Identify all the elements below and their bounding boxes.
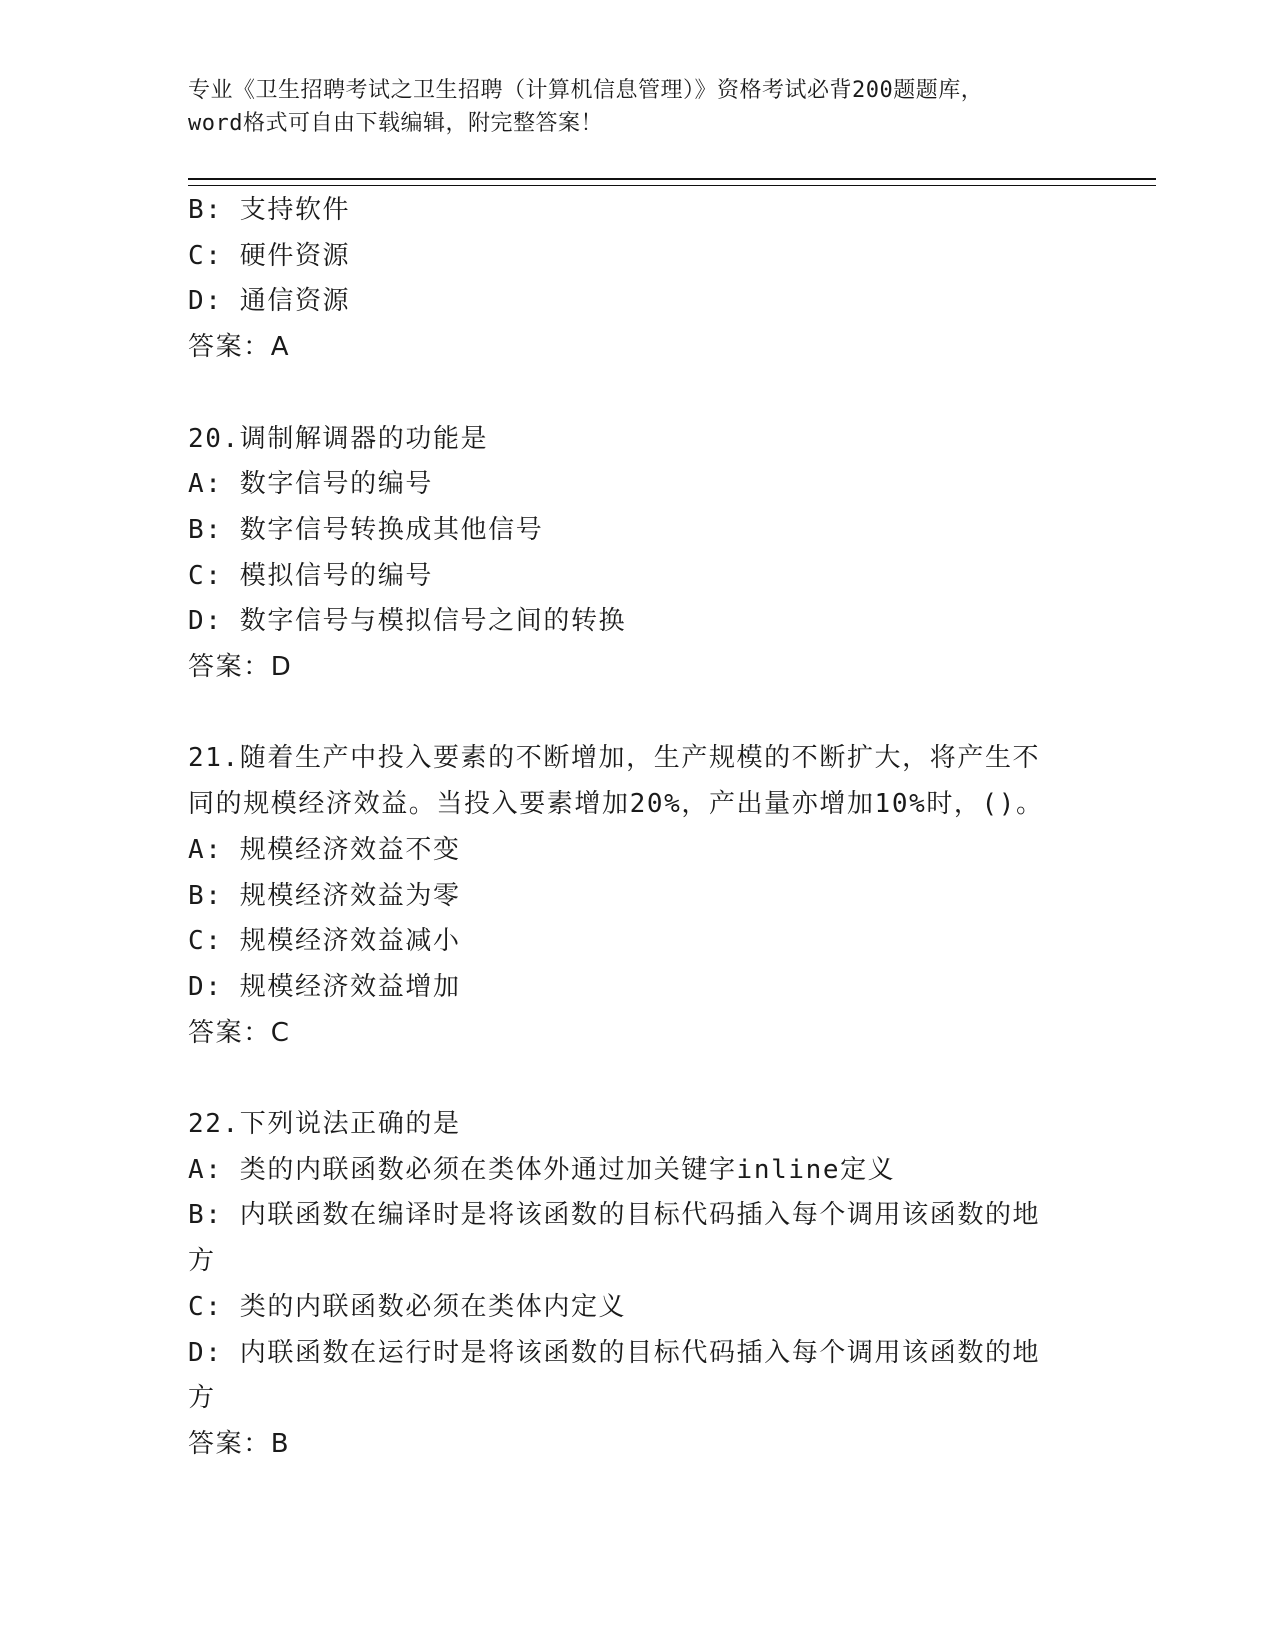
option-b-line-1: B: 内联函数在编译时是将该函数的目标代码插入每个调用该函数的地: [188, 1200, 1041, 1231]
question-22: [188, 1102, 1088, 1468]
option-c: C: 规模经济效益减小: [188, 926, 461, 957]
question-stem: 20.调制解调器的功能是: [188, 423, 489, 454]
answer-line: 答案：A: [188, 332, 291, 363]
option-a: A: 规模经济效益不变: [188, 834, 461, 865]
header-divider: [188, 178, 1156, 186]
option-b: B: 数字信号转换成其他信号: [188, 514, 544, 545]
answer-line: 答案：C: [188, 1017, 291, 1048]
question-stem-line-2: 同的规模经济效益。当投入要素增加20%，产出量亦增加10%时，()。: [188, 789, 1044, 820]
header-title-line-2: word格式可自由下载编辑，附完整答案！: [188, 111, 603, 136]
option-b: B: 支持软件: [188, 195, 351, 225]
spacer: [188, 691, 1088, 737]
option-d: D: 规模经济效益增加: [188, 971, 461, 1002]
question-list: [188, 188, 1088, 1468]
option-d: D: 通信资源: [188, 286, 351, 317]
option-d-line-1: D: 内联函数在运行时是将该函数的目标代码插入每个调用该函数的地: [188, 1337, 1041, 1368]
answer-line: 答案：D: [188, 652, 293, 683]
spacer: [188, 371, 1088, 417]
spacer: [188, 1056, 1088, 1102]
option-c: C: 类的内联函数必须在类体内定义: [188, 1291, 627, 1322]
option-c: C: 硬件资源: [188, 240, 351, 271]
option-c: C: 模拟信号的编号: [188, 560, 433, 591]
option-d: D: 数字信号与模拟信号之间的转换: [188, 606, 627, 637]
question-stem-line-1: 21.随着生产中投入要素的不断增加，生产规模的不断扩大，将产生不: [188, 743, 1041, 774]
option-d-line-2: 方: [188, 1383, 216, 1414]
option-b: B: 规模经济效益为零: [188, 880, 461, 911]
question-continued: [188, 188, 1088, 371]
option-a: A: 类的内联函数必须在类体外通过加关键字inline定义: [188, 1154, 896, 1185]
answer-line: 答案：B: [188, 1428, 291, 1459]
question-stem: 22.下列说法正确的是: [188, 1109, 461, 1140]
document-header: [188, 74, 1068, 140]
question-20: [188, 417, 1088, 691]
header-title-line-1: 专业《卫生招聘考试之卫生招聘（计算机信息管理）》资格考试必背200题题库，: [188, 78, 984, 103]
option-a: A: 数字信号的编号: [188, 469, 433, 500]
question-21: [188, 736, 1088, 1056]
option-b-line-2: 方: [188, 1246, 216, 1277]
